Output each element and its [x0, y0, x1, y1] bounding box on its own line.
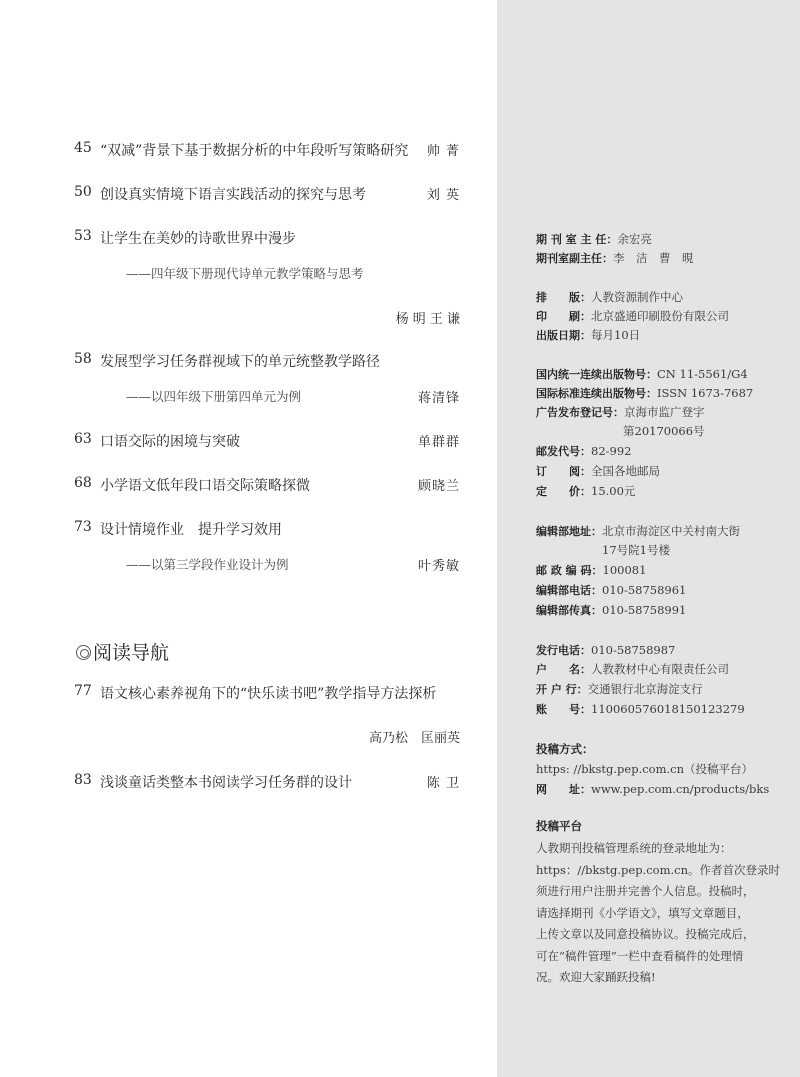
platform-description [536, 838, 780, 989]
colophon-panel [497, 0, 800, 1077]
colophon-label: 期 刊 室 主 任： [536, 233, 618, 246]
colophon-line [536, 385, 753, 402]
colophon-line [536, 366, 748, 383]
colophon-label: 编辑部传真： [536, 604, 602, 617]
colophon-line [536, 327, 640, 344]
toc-author: 叶秀敏 [417, 559, 460, 574]
colophon-value: 每月10日 [591, 328, 641, 342]
colophon-line [602, 542, 670, 558]
toc-subtitle: ——四年级下册现代诗单元教学策略与思考 [126, 266, 364, 281]
colophon-label: 出版日期： [536, 329, 591, 342]
colophon-line [536, 681, 703, 698]
colophon-value: 北京市海淀区中关村南大街 [602, 524, 740, 538]
colophon-label: 户 名： [536, 663, 591, 676]
colophon-line [536, 602, 686, 619]
toc-author: 单群群 [417, 435, 460, 450]
paragraph-line: 上传文章以及同意投稿协议。投稿完成后， [536, 927, 755, 941]
toc-page-number: 53 [74, 228, 92, 244]
toc-author: 杨 明 王 谦 [395, 312, 460, 327]
toc-page-number: 83 [74, 772, 92, 788]
colophon-value: 全国各地邮局 [591, 464, 660, 478]
toc-subtitle: ——以第三学段作业设计为例 [126, 557, 289, 572]
toc-title: “双减”背景下基于数据分析的中年段听写策略研究 [100, 143, 409, 159]
colophon-value: 第20170066号 [623, 424, 705, 438]
colophon-line [536, 250, 694, 267]
colophon-line [536, 661, 729, 678]
colophon-label: 邮发代号： [536, 445, 591, 458]
colophon-label: 账 号： [536, 703, 591, 716]
colophon-line [536, 289, 683, 306]
colophon-value: https: //bkstg.pep.com.cn（投稿平台） [536, 762, 754, 776]
colophon-label: 编辑部电话： [536, 584, 602, 597]
colophon-label: 定 价： [536, 485, 591, 498]
toc-author: 帅 菁 [426, 144, 460, 159]
colophon-line [536, 562, 646, 579]
colophon-value: ISSN 1673-7687 [657, 386, 754, 400]
toc-title: 创设真实情境下语言实践活动的探究与思考 [100, 187, 366, 203]
colophon-value: 余宏亮 [617, 232, 652, 246]
colophon-value: 82-992 [591, 444, 632, 458]
paragraph-line: 请选择期刊《小学语文》，填写文章题目， [536, 905, 749, 920]
toc-title: 让学生在美妙的诗歌世界中漫步 [100, 231, 296, 247]
colophon-label: 网 址： [536, 783, 591, 796]
website-line[interactable] [536, 781, 769, 798]
colophon-line [536, 308, 729, 325]
website-link[interactable]: www.pep.com.cn/products/bks [591, 782, 770, 796]
paragraph-line: 人教期刊投稿管理系统的登录地址为： [536, 841, 732, 855]
toc-page-number: 58 [74, 351, 92, 367]
colophon-line [536, 443, 631, 460]
colophon-value: 人教资源制作中心 [591, 290, 683, 304]
submission-platform-link[interactable] [536, 761, 753, 777]
paragraph-line: https：//bkstg.pep.com.cn。作者首次登录时 [536, 862, 780, 877]
colophon-value: 010-58758987 [591, 643, 676, 657]
section-title: 阅读导航 [93, 642, 170, 664]
colophon-label: 发行电话： [536, 644, 591, 657]
colophon-value: 北京盛通印刷股份有限公司 [591, 309, 729, 323]
double-circle-icon [76, 645, 91, 660]
colophon-value: 京海市监广登字 [624, 405, 705, 419]
toc-page-number: 77 [74, 683, 92, 699]
colophon-line [536, 523, 740, 540]
colophon-label: 国内统一连续出版物号： [536, 368, 657, 381]
toc-author: 蒋清锋 [417, 391, 460, 406]
submission-heading: 投稿方式： [536, 742, 594, 756]
paragraph-line: 可在“稿件管理”一栏中查看稿件的处理情 [536, 948, 744, 963]
colophon-line [536, 582, 686, 599]
colophon-label: 邮 政 编 码： [536, 564, 603, 577]
toc-title: 发展型学习任务群视域下的单元统整教学路径 [100, 354, 380, 370]
colophon-line [536, 231, 652, 248]
section-heading [76, 638, 169, 665]
colophon-value: 010-58758961 [602, 583, 687, 597]
colophon-label: 国际标准连续出版物号： [536, 387, 657, 400]
toc-author: 高乃松 匡丽英 [368, 731, 460, 746]
colophon-value: CN 11-5561/G4 [657, 367, 748, 381]
colophon-label: 印 刷： [536, 310, 591, 323]
platform-heading: 投稿平台 [536, 819, 582, 833]
toc-page-number: 63 [74, 431, 92, 447]
colophon-value: 15.00元 [591, 484, 636, 498]
colophon-label: 订 阅： [536, 465, 591, 478]
colophon-line [536, 701, 745, 718]
toc-author: 刘 英 [426, 188, 460, 203]
colophon-label: 排 版： [536, 291, 591, 304]
toc-subtitle: ——以四年级下册第四单元为例 [126, 389, 302, 404]
colophon-line [623, 423, 705, 439]
colophon-value: 100081 [602, 563, 647, 577]
colophon-label: 广告发布登记号： [536, 406, 624, 419]
colophon-line [536, 404, 705, 421]
colophon-value: 人教教材中心有限责任公司 [591, 662, 729, 676]
colophon-label: 期刊室副主任： [536, 252, 613, 265]
toc-author: 陈 卫 [426, 776, 460, 791]
toc-page-number: 45 [74, 140, 92, 156]
toc-page-number: 68 [74, 475, 92, 491]
paragraph-line: 况。欢迎大家踊跃投稿! [536, 970, 656, 984]
colophon-line [536, 642, 675, 659]
paragraph-line: 须进行用户注册并完善个人信息。投稿时， [536, 884, 755, 898]
colophon-value: 110060576018150123279 [591, 702, 745, 716]
toc-author: 顾晓兰 [417, 479, 460, 494]
toc-title: 口语交际的困境与突破 [100, 434, 240, 450]
colophon-value: 交通银行北京海淀支行 [587, 682, 703, 696]
toc-page-number: 50 [74, 184, 92, 200]
toc-page-number: 73 [74, 519, 92, 535]
colophon-value: 010-58758991 [602, 603, 687, 617]
colophon-label: 开 户 行： [536, 683, 588, 696]
colophon-value: 17号院1号楼 [602, 543, 670, 557]
toc-title: 设计情境作业 提升学习效用 [100, 522, 282, 538]
colophon-label: 编辑部地址： [536, 525, 602, 538]
colophon-value: 李 洁 曹 晛 [613, 251, 694, 265]
toc-title: 浅谈童话类整本书阅读学习任务群的设计 [100, 775, 352, 791]
toc-title: 小学语文低年段口语交际策略探微 [100, 478, 310, 494]
colophon-line [536, 483, 635, 500]
toc-title: 语文核心素养视角下的“快乐读书吧”教学指导方法探析 [100, 686, 437, 702]
colophon-line [536, 463, 660, 480]
